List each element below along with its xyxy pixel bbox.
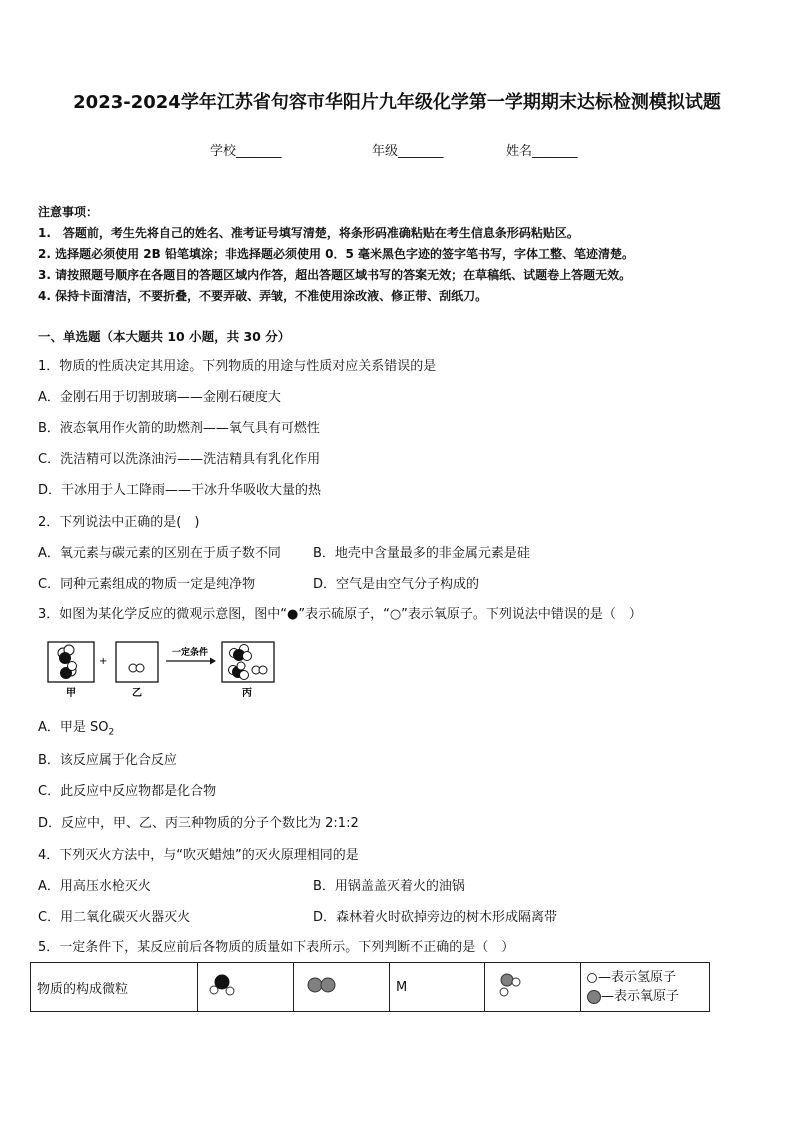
question-1-stem: 1．物质的性质决定其用途。下列物质的用途与性质对应关系错误的是 (38, 359, 437, 374)
question-1-option-b: B．液态氧用作火箭的助燃剂——氧气具有可燃性 (38, 421, 320, 436)
question-3-option-b: B．该反应属于化合反应 (38, 753, 177, 768)
note-item: 3. 请按照题号顺序在各题目的答题区域内作答，超出答题区域书写的答案无效；在草稿纸、试题卷上答题无效。 (38, 268, 632, 282)
question-4-option-d: D．森林着火时砍掉旁边的树木形成隔离带 (313, 910, 558, 925)
box-yi (116, 642, 158, 682)
question-3-option-c: C．此反应中反应物都是化合物 (38, 784, 217, 799)
question-2-option-c: C．同种元素组成的物质一定是纯净物 (38, 577, 256, 592)
legend-hydrogen: — 表示氢原子 (587, 968, 703, 987)
legend-oxygen-label: 表示氧原子 (614, 989, 680, 1004)
legend-oxygen: — 表示氧原子 (587, 987, 703, 1006)
question-2-option-d: D．空气是由空气分子构成的 (313, 577, 480, 592)
question-5-stem: 5．一定条件下，某反应前后各物质的质量如下表所示。下列判断不正确的是（ ） (38, 940, 515, 955)
question-3-option-d: D．反应中，甲、乙、丙三种物质的分子个数比为 2:1:2 (38, 816, 359, 831)
oh-molecule-icon (491, 968, 535, 1002)
question-4-option-c: C．用二氧化碳灭火器灭火 (38, 910, 191, 925)
question-4-option-a: A．用高压水枪灭火 (38, 879, 151, 894)
legend-hydrogen-label: 表示氢原子 (611, 970, 677, 985)
label-yi: 乙 (132, 688, 142, 699)
question-3-stem: 3．如图为某化学反应的微观示意图，图中“●”表示硫原子，“○”表示氧原子。下列说法中错误的是（ ） (38, 607, 642, 622)
question-5-table (30, 962, 710, 1012)
name-field: 姓名_______ (506, 144, 578, 159)
school-field: 学校_______ (210, 144, 282, 159)
page-title: 2023-2024学年江苏省句容市华阳片九年级化学第一学期期末达标检测模拟试题 (73, 92, 721, 113)
question-2-stem: 2．下列说法中正确的是( ) (38, 515, 200, 530)
question-1-option-c: C．洗洁精可以洗涤油污——洗洁精具有乳化作用 (38, 452, 321, 467)
molecule-o2 (129, 664, 144, 672)
molecule-o2 (252, 666, 267, 674)
question-3-option-a: A．甲是 $SO_2$ (38, 720, 115, 738)
plus-sign: + (99, 656, 108, 667)
section-heading: 一、单选题（本大题共 10 小题，共 30 分） (38, 329, 291, 344)
table-cell-legend (581, 963, 710, 1012)
grade-field: 年级_______ (372, 144, 444, 159)
water-molecule-icon (204, 970, 248, 1000)
label-bing: 丙 (242, 688, 252, 699)
question-2-option-b: B．地壳中含量最多的非金属元素是硅 (313, 546, 530, 561)
table-cell-hydroxyl (485, 963, 581, 1012)
table-cell-water-molecule (198, 963, 294, 1012)
table-row (31, 963, 710, 1012)
question-4-option-b: B．用锅盖盖灭着火的油锅 (313, 879, 465, 894)
question-4-stem: 4．下列灭火方法中，与“吹灭蜡烛”的灭火原理相同的是 (38, 848, 359, 863)
reaction-diagram (44, 640, 284, 702)
label-jia: 甲 (66, 688, 76, 699)
table-cell-oxygen-molecule (294, 963, 390, 1012)
question-2-option-a: A．氧元素与碳元素的区别在于质子数不同 (38, 546, 281, 561)
notes-heading: 注意事项： (38, 205, 99, 219)
oxygen-atom-icon (587, 990, 601, 1004)
note-item: 1. 答题前，考生先将自己的姓名、准考证号填写清楚，将条形码准确粘贴在考生信息条形码粘贴区。 (38, 226, 579, 240)
question-1-option-d: D．干冰用于人工降雨——干冰升华吸收大量的热 (38, 483, 322, 498)
table-row-label: 物质的构成微粒 (31, 963, 198, 1012)
question-1-option-a: A．金刚石用于切割玻璃——金刚石硬度大 (38, 390, 281, 405)
oxygen-molecule-icon (300, 970, 344, 1000)
reaction-condition: 一定条件 (171, 648, 209, 658)
hydrogen-atom-icon (587, 973, 597, 983)
note-item: 4. 保持卡面清洁，不要折叠，不要弄破、弄皱，不准使用涂改液、修正带、刮纸刀。 (38, 289, 488, 303)
table-cell-m: M (390, 963, 485, 1012)
subscript-2: 2 (108, 727, 115, 738)
note-item: 2. 选择题必须使用 2B 铅笔填涂；非选择题必须使用 0．5 毫米黑色字迹的签字笔书写，字体工整、笔迹清楚。 (38, 247, 634, 261)
